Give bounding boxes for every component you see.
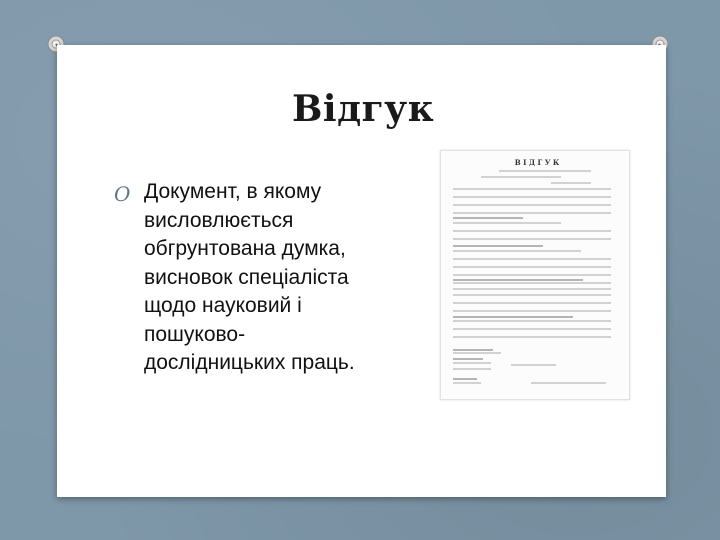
document-form-drawing xyxy=(441,151,629,399)
bullet-line: висловлюється xyxy=(144,208,294,232)
bullet-line: пошуково- xyxy=(144,322,246,346)
document-form-image xyxy=(440,150,630,400)
slide-title: Відгук xyxy=(292,88,435,130)
bullet-line: Документ, в якому xyxy=(144,180,322,203)
bullet-text xyxy=(144,178,424,378)
bullet-line: щодо науковий і xyxy=(144,294,302,317)
bullet-marker: O xyxy=(114,182,131,206)
document-title: В І Д Г У К xyxy=(514,158,560,167)
bullet-line: дослідницьких праць. xyxy=(144,351,355,374)
bullet-line: обгрунтована думка, xyxy=(144,237,346,260)
bullet-line: висновок спеціаліста xyxy=(144,265,349,289)
